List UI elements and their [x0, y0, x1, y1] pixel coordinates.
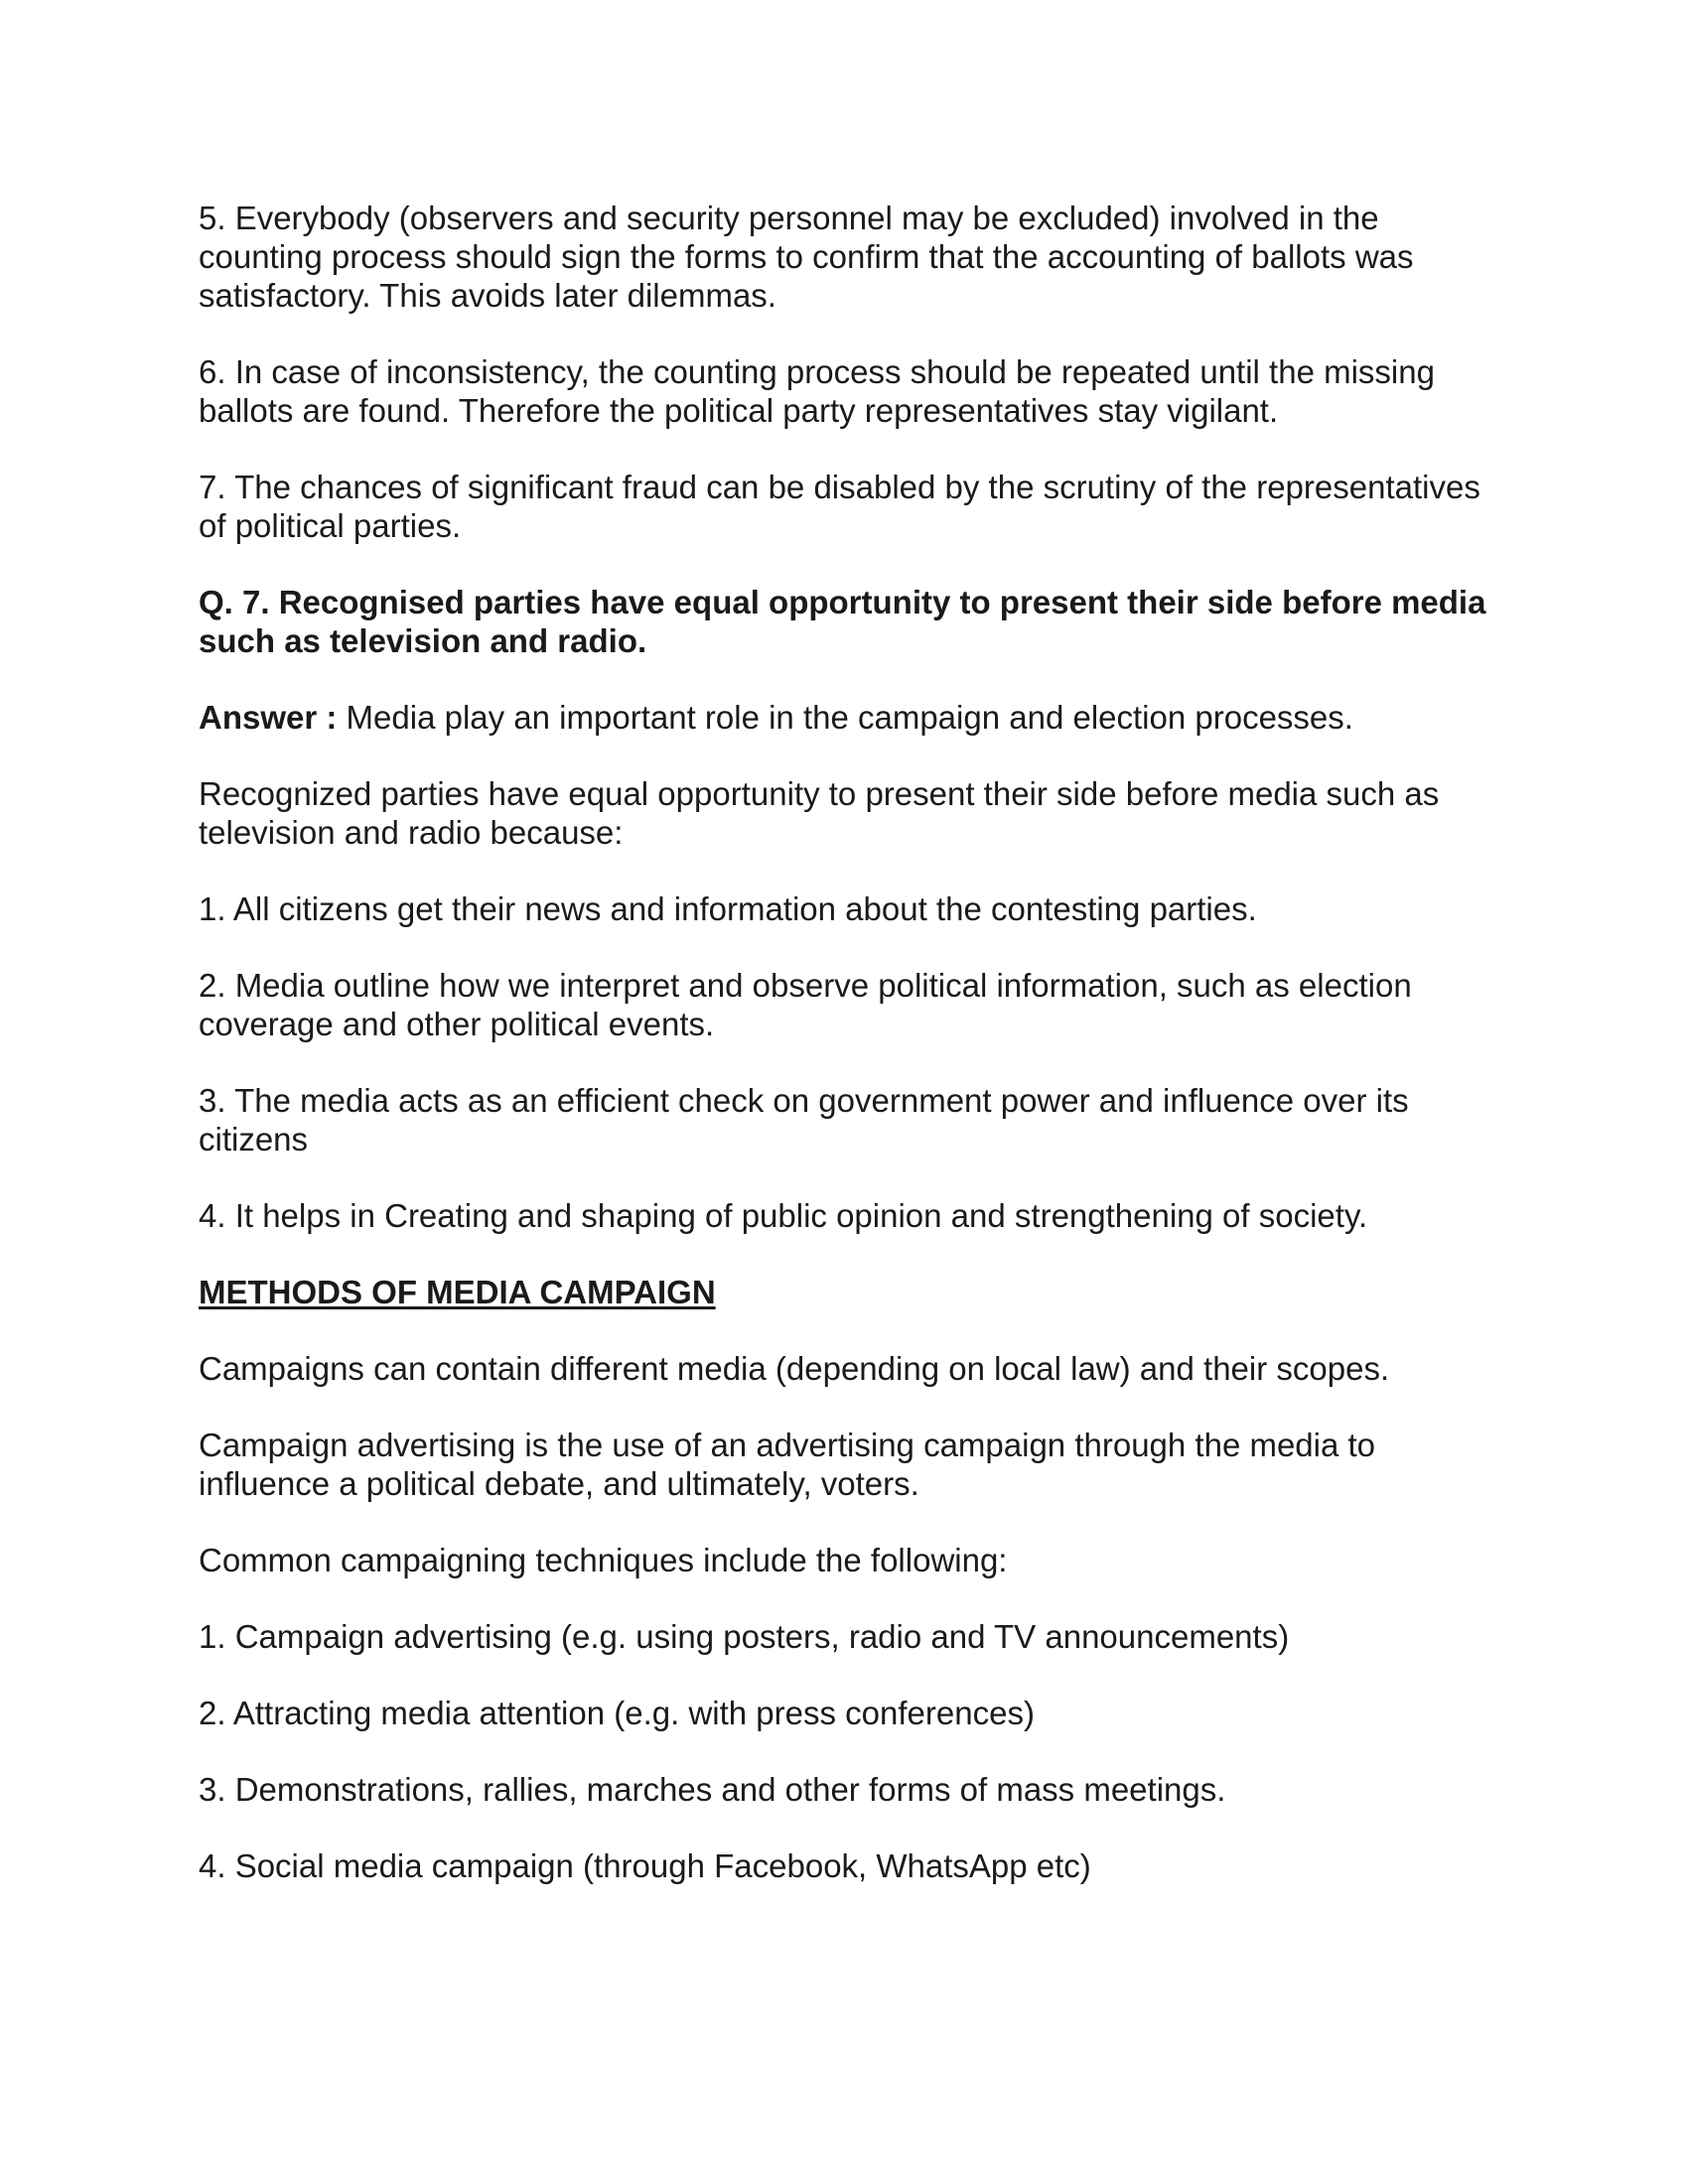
answer-intro: Recognized parties have equal opportunity to present their side before media such as television and radio because: — [199, 775, 1440, 851]
answer-point-1: 1. All citizens get their news and information about the contesting parties. — [199, 890, 1257, 927]
answer-point-4: 4. It helps in Creating and shaping of public opinion and strengthening of society. — [199, 1197, 1368, 1234]
document-page — [199, 199, 1489, 1923]
campaign-advertising-definition: Campaign advertising is the use of an advertising campaign through the media to influence a political debate, and ultimately, voters. — [199, 1427, 1376, 1502]
point-5: 5. Everybody (observers and security personnel may be excluded) involved in the counting process should sign the forms to confirm that the accounting of ballots was satisfactory. This avoids later dilemmas. — [199, 200, 1414, 314]
technique-2: 2. Attracting media attention (e.g. with press conferences) — [199, 1695, 1035, 1731]
technique-4: 4. Social media campaign (through Facebook, WhatsApp etc) — [199, 1847, 1091, 1884]
point-6: 6. In case of inconsistency, the counting process should be repeated until the missing ballots are found. Therefore the political party representatives stay vigilant. — [199, 353, 1435, 429]
answer-point-2: 2. Media outline how we interpret and observe political information, such as election coverage and other political events. — [199, 967, 1412, 1042]
section-heading: METHODS OF MEDIA CAMPAIGN — [199, 1274, 716, 1310]
answer-text: Media play an important role in the campaign and election processes. — [337, 699, 1353, 736]
answer-paragraph — [199, 698, 1489, 737]
technique-3: 3. Demonstrations, rallies, marches and other forms of mass meetings. — [199, 1771, 1226, 1808]
technique-1: 1. Campaign advertising (e.g. using posters, radio and TV announcements) — [199, 1618, 1290, 1655]
campaign-intro: Campaigns can contain different media (depending on local law) and their scopes. — [199, 1350, 1390, 1387]
answer-point-3: 3. The media acts as an efficient check on government power and influence over its citizens — [199, 1082, 1409, 1158]
techniques-intro: Common campaigning techniques include the following: — [199, 1542, 1008, 1578]
question-7: Q. 7. Recognised parties have equal opportunity to present their side before media such as television and radio. — [199, 584, 1486, 659]
answer-label: Answer : — [199, 699, 338, 736]
point-7: 7. The chances of significant fraud can be disabled by the scrutiny of the representatives of political parties. — [199, 469, 1480, 544]
